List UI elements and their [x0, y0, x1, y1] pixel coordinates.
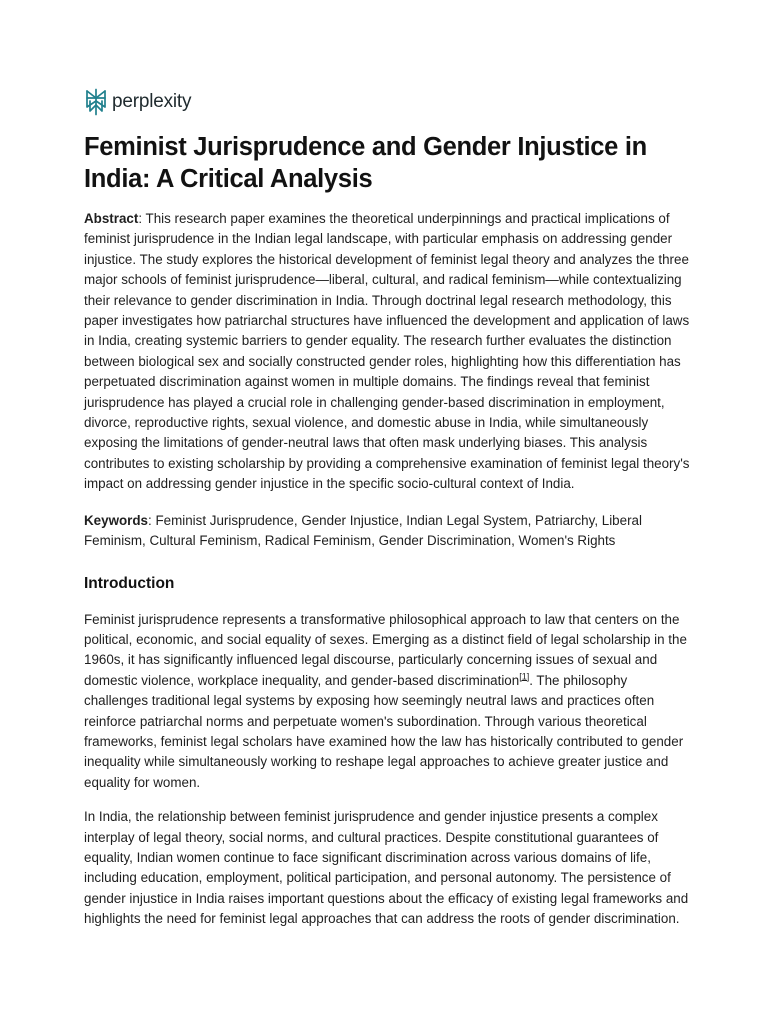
introduction-paragraph-1: [84, 610, 694, 794]
document-page: [84, 86, 694, 930]
intro-p1-text-before: Feminist jurisprudence represents a transformative philosophical approach to law that centers on the political, economic, and social equality of sexes. Emerging as a distinct field of legal scholarship in the 1960s, it has significantly influenced legal discourse, particularly concerning issues of sexual and domestic violence, workplace inequality, and gender-based discrimination: [84, 611, 687, 688]
keywords-paragraph: [84, 511, 694, 552]
abstract-paragraph: [84, 209, 694, 495]
brand-logo[interactable]: [84, 86, 694, 118]
introduction-paragraph-2: In India, the relationship between feminist jurisprudence and gender injustice presents a complex interplay of legal theory, social norms, and cultural practices. Despite constitutional guarantees of equality, Indian women continue to face significant discrimination across various domains of life, including education, employment, political participation, and personal autonomy. The persistence of gender injustice in India raises important questions about the efficacy of existing legal frameworks and highlights the need for feminist legal approaches that can address the roots of gender discrimination.: [84, 809, 689, 927]
perplexity-logo-icon: [84, 88, 108, 116]
brand-name: perplexity: [112, 91, 192, 112]
document-title: Feminist Jurisprudence and Gender Injustice in India: A Critical Analysis: [84, 133, 647, 193]
intro-p1-text-after: . The philosophy challenges traditional legal systems by exposing how seemingly neutral laws and practices often reinforce patriarchal norms and perpetuate women's subordination. Through various theoretical frameworks, feminist legal scholars have examined how the law has historically contributed to gender inequality while simultaneously working to reshape legal approaches to achieve greater justice and equality for women.: [84, 672, 684, 790]
keywords-separator: :: [148, 512, 156, 528]
abstract-text: This research paper examines the theoretical underpinnings and practical implications of feminist jurisprudence in the Indian legal landscape, with particular emphasis on addressing gender injustice. The study explores the historical development of feminist legal theory and analyzes the three major schools of feminist jurisprudence—liberal, cultural, and radical feminism—while contextualizing their relevance to gender discrimination in India. Through doctrinal legal research methodology, this paper investigates how patriarchal structures have influenced the development and application of laws in India, creating systemic barriers to gender equality. The research further evaluates the distinction between biological sex and socially constructed gender roles, highlighting how this differentiation has perpetuated discrimination against women in multiple domains. The findings reveal that feminist jurisprudence has played a crucial role in challenging gender-based discrimination in employment, divorce, reproductive rights, sexual violence, and domestic abuse in India, while simultaneously exposing the limitations of gender-neutral laws that often mask underlying biases. This analysis contributes to existing scholarship by providing a comprehensive examination of feminist legal theory's impact on addressing gender injustice in the specific socio-cultural context of India.: [84, 211, 690, 492]
citation-link[interactable]: [1]: [519, 671, 530, 682]
abstract-label: Abstract: [84, 211, 139, 226]
keywords-text: Feminist Jurisprudence, Gender Injustice, Indian Legal System, Patriarchy, Liberal Feminism, Cultural Feminism, Radical Feminism, Gender Discrimination, Women's Rights: [84, 512, 642, 549]
abstract-separator: :: [138, 211, 146, 226]
introduction-heading: Introduction: [84, 574, 175, 592]
keywords-label: Keywords: [84, 512, 148, 528]
